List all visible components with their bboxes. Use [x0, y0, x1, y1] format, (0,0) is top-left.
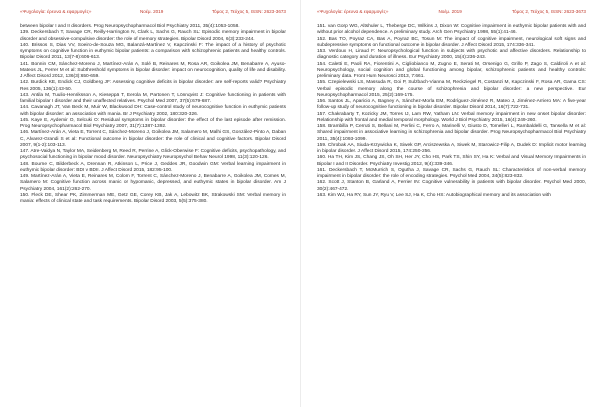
reference-entry: 149. Martínez-Arán A, Vieta E, Reinares M, Colom F, Torrent C, Sánchez-Moreno J, Benabarre A, Goikolea JM, Comes M, Salamero M: Cognitive function across manic or hypomanic, depressed, and euthymic states in bipolar disorder. Am J Psychiatry 2004, 161(2):262-270.	[20, 174, 286, 192]
volume-issn: Τόμος 2, Τεύχος 5, ISSN: 2623-3673	[211, 8, 286, 14]
right-page	[300, 0, 600, 407]
running-header	[20, 0, 286, 22]
reference-entry: 162. Scott J, Stanton B, Garland A, Ferrier IN: Cognitive vulnerability in patients with bipolar disorder. Psychol Med 2000, 30(2):467-472.	[317, 180, 586, 192]
reference-entry: 142. Burdick KE, Endick CJ, Goldberg JF: Assessing cognitive deficits in bipolar disorder: are self-reports valid? Psychiatry Res 2005, 136(1):43-50.	[20, 80, 286, 92]
issue-date: Νοέμ. 2019	[438, 8, 462, 14]
volume-issn: Τόμος 2, Τεύχος 5, ISSN: 2623-3673	[511, 8, 586, 14]
reference-entry: 151. van Gorp WG, Altshuler L, Theberge DC, Wilkins J, Dixon W: Cognitive impairment in euthymic bipolar patients with and without prior alcohol dependence. A preliminary study. Arch Gen Psychiatry 1998, 55(1):41-46.	[317, 24, 586, 36]
reference-entry: 144. Cavanagh JT, Van Beck M, Muir W, Blackwood DH: Case-control study of neurocognitive function in euthymic patients with bipolar disorder: an association with mania. Br J Psychiatry 2002, 180:320-326.	[20, 105, 286, 117]
reference-entry: 147. Atre-Vaidya N, Taylor MA, Seidenberg M, Reed R, Perrine A, Glick-Oberwise F: Cognitive deficits, psychopathology, and psychosocial functioning in bipolar mood disorder. Neuropsychiatry Neuropsychol Behav Neurol 1998, 11(3):120-126.	[20, 149, 286, 161]
reference-list	[20, 24, 286, 205]
reference-entry: 140. Brissos S, Dias VV, Soeiro-de-Souza MG, Balanzá-Martínez V, Kapczinski F: The impact of a history of psychotic symptoms on cognitive function in euthymic bipolar patients: a comparison with schizophrenic patients and healthy controls. Bipolar Disord 2011, 13(7-8):606-613.	[20, 42, 286, 61]
reference-entry: 155. Czepielewski LS, Massuda R, Goi P, Sulzbach-Vianna M, Reckziegel R, Costanzi M, Kapczinski F, Rosa AR, Gama CS: Verbal episodic memory along the course of schizophrenia and bipolar disorder: a new perspective. Eur Neuropsychopharmacol 2015, 25(2):169-175.	[317, 80, 586, 98]
reference-entry: 145. Kaye E, Aydemir O, Selcuki O: Residual symptoms in bipolar disorder: the effect of the last episode after remission. Prog Neuropsychopharmacol Biol Psychiatry 2007, 31(7):1387-1392.	[20, 117, 286, 129]
reference-entry: 153. Verdoux H, Liraud F: Neuropsychological function in subjects with psychotic and affective disorders. Relationship to diagnostic category and duration of illness. Eur Psychiatry 2000, 15(4):236-243.	[317, 49, 586, 61]
reference-entry: 139. Deckersbach T, Savage CR, Reilly-Harrington N, Clark L, Sachs G, Rauch SL: Episodic memory impairment in bipolar disorder and obsessive-compulsive disorder: the role of memory strategies. Bipolar Disord 2004, 6(3):233-244.	[20, 30, 286, 42]
reference-entry: 158. Brambilla P, Cerruti S, Bellani M, Perlini C, Ferro A, Marinelli V, Giusto D, Tomelleri L, Rambaldelli G, Tansella M et al: Shared impairment in associative learning in schizophrenia and bipolar disorder. Prog Neuropsychopharmacol Biol Psychiatry 2011, 35(4):1093-1099.	[317, 124, 586, 142]
reference-entry: 152. Bas TO, Poyraz CA, Bas A, Poyraz BC, Tosun M: The impact of cognitive impairment, neurological soft signs and subdepressive symptoms on functional outcome in bipolar disorder. J Affect Disord 2015, 174:336-341.	[317, 36, 586, 48]
reference-list	[317, 24, 586, 199]
issue-date: Νοέμ. 2019	[139, 8, 164, 14]
reference-entry: 156. Santos JL, Aparicio A, Bagney A, Sánchez-Morla EM, Rodríguez-Jiménez R, Mateo J, Jiménez-Arriero MA: A five-year follow-up study of neurocognitive functioning in bipolar disorder. Bipolar Disord 2014, 16(7):722-731.	[317, 99, 586, 111]
reference-entry: 154. Caletti E, Paoli RA, Fiorentini A, Cigliobianco M, Zugno E, Serati M, Orsenigo G, Grillo P, Zago S, Caldiroli A et al: Neuropsychology, social cognition and global functioning among bipolar, schizophrenic patients and healthy controls: preliminary data. Front Hum Neurosci 2013, 7:661.	[317, 61, 586, 79]
reference-entry: 143. Antila M, Tuulio-Henriksson A, Kieseppä T, Eerola M, Partonen T, Lönnqvist J: Cognitive functioning in patients with familial bipolar I disorder and their unaffected relatives. Psychol Med 2007, 37(5):679-687.	[20, 92, 286, 104]
reference-entry: 150. Fleck DE, Shear PK, Zimmerman ME, Getz GE, Corey KB, Jak A, Lebowitz BK, Strakowski SM: Verbal memory in mania: effects of clinical state and task requirements. Bipolar Disord 2003, 5(5):375-380.	[20, 192, 286, 204]
journal-title: «Ψυχολογία: έρευνα & εφαρμογές»	[317, 8, 389, 14]
reference-entry: 163. Kim WJ, Ha RY, Sun JY, Ryu V, Lee SJ, Ha K, Cho HS: Autobiographical memory and its association with	[317, 192, 551, 198]
reference-entry: 157. Chakrabarty T, Kozicky JM, Torres IJ, Lam RW, Yatham LN: Verbal memory impairment in new onset bipolar disorder: Relationship with frontal and medial temporal morphology. World J Biol Psychiatry 2015, 16(4):249-260.	[317, 111, 586, 123]
reference-entry: between bipolar I and II disorders. Prog Neuropsychopharmacol Biol Psychiatry 2011, 35(4):1053-1058.	[20, 24, 240, 29]
journal-title: «Ψυχολογία: έρευνα & εφαρμογές»	[20, 8, 92, 14]
reference-entry: 146. Martínez-Arán A, Vieta E, Torrent C, Sánchez-Moreno J, Goikolea JM, Salamero M, Malhi GS, González-Pinto A, Daban C, Alvarez-Grandi S et al: Functional outcome in bipolar disorder: the role of clinical and cognitive factors. Bipolar Disord 2007, 9(1-2):103-113.	[20, 130, 286, 148]
reference-entry: 148. Bourne C, Bilderbeck A, Drennan R, Atkinson L, Price J, Geddes JR, Goodwin GM: Verbal learning impairment in euthymic bipolar disorder: BDI v BDII. J Affect Disord 2015, 182:95-100.	[20, 161, 286, 173]
reference-entry: 159. Chrobak AA, Siuda-Krzywicka K, Siwek GP, Arciszewska A, Siwek M, Starowicz-Filip A, Dudek D: Implicit motor learning in bipolar disorder. J Affect Disord 2015, 174:250-256.	[317, 142, 586, 154]
reference-entry: 161. Deckersbach T, McMurrich S, Ogutha J, Savage CR, Sachs G, Rauch SL: Characteristics of non-verbal memory impairment in bipolar disorder: the role of encoding strategies. Psychol Med 2004, 34(5):823-832.	[317, 167, 586, 179]
reference-entry: 160. Ha TH, Kim JS, Chang JS, Oh SH, Her JY, Cho HS, Park TS, Shin SY, Ha K: Verbal and Visual Memory Impairments in Bipolar I and II Disorder. Psychiatry Investig 2012, 9(4):339-346.	[317, 155, 586, 167]
reference-entry: 141. Bonnin CM, Sánchez-Moreno J, Martínez-Arán A, Solé B, Reinares M, Rosa AR, Goikolea JM, Benabarre A, Ayuso-Mateos JL, Ferrer M et al: Subthreshold symptoms in bipolar disorder: impact on neurocognition, quality of life and disability. J Affect Disord 2012, 136(3):650-659.	[20, 61, 286, 79]
running-header	[317, 0, 586, 22]
